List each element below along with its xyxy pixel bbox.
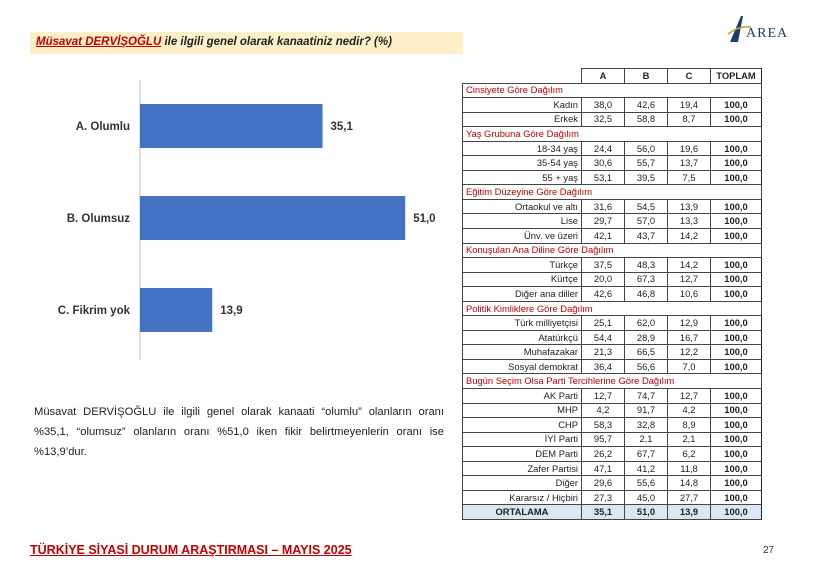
- area-logo: [726, 14, 788, 44]
- cell-b: 58,8: [625, 112, 668, 127]
- cell-c: 6,2: [668, 447, 711, 462]
- cell-a: 25,1: [582, 316, 625, 331]
- cell-b: 28,9: [625, 330, 668, 345]
- data-label: 51,0: [413, 213, 436, 225]
- cell-a: 21,3: [582, 345, 625, 360]
- cell-a: 31,6: [582, 199, 625, 214]
- row-label: Türkçe: [463, 258, 582, 273]
- bar: [140, 104, 323, 148]
- cell-b: 74,7: [625, 389, 668, 404]
- category-label: A. Olumlu: [75, 121, 130, 133]
- table-row: [463, 112, 762, 127]
- bar: [140, 196, 405, 240]
- cell-a: 27,3: [582, 490, 625, 505]
- cell-a: 20,0: [582, 272, 625, 287]
- cell-c: 13,3: [668, 214, 711, 229]
- group-title: Konuşulan Ana Diline Göre Dağılım: [463, 243, 762, 258]
- table-row: [463, 229, 762, 244]
- group-header-row: [463, 301, 762, 316]
- table-row: [463, 447, 762, 462]
- cell-b: 67,3: [625, 272, 668, 287]
- cell-c: 14,8: [668, 476, 711, 491]
- header-a: A: [582, 69, 625, 84]
- average-cell-total: 100,0: [711, 505, 762, 520]
- table-row: [463, 287, 762, 302]
- row-label: 35-54 yaş: [463, 156, 582, 171]
- cell-total: 100,0: [711, 476, 762, 491]
- cell-c: 7,5: [668, 170, 711, 185]
- cell-total: 100,0: [711, 330, 762, 345]
- cell-b: 32,8: [625, 418, 668, 433]
- group-title: Yaş Grubuna Göre Dağılım: [463, 127, 762, 142]
- cell-a: 30,6: [582, 156, 625, 171]
- bar: [140, 288, 212, 332]
- group-header-row: [463, 83, 762, 98]
- cell-b: 39,5: [625, 170, 668, 185]
- cell-a: 12,7: [582, 389, 625, 404]
- table-row: [463, 490, 762, 505]
- group-header-row: [463, 243, 762, 258]
- table-row: [463, 403, 762, 418]
- cell-a: 58,3: [582, 418, 625, 433]
- cell-c: 12,7: [668, 389, 711, 404]
- cell-total: 100,0: [711, 389, 762, 404]
- average-label: ORTALAMA: [463, 505, 582, 520]
- cell-a: 32,5: [582, 112, 625, 127]
- table-row: [463, 316, 762, 331]
- cell-total: 100,0: [711, 461, 762, 476]
- question-banner: [30, 32, 463, 54]
- group-title: Politik Kimliklere Göre Dağılım: [463, 301, 762, 316]
- header-c: C: [668, 69, 711, 84]
- data-label: 13,9: [220, 305, 243, 317]
- row-label: İYİ Parti: [463, 432, 582, 447]
- description-text: Müsavat DERVİŞOĞLU ile ilgili genel olarak kanaati “olumlu” olanların oranı %35,1, “olumsuz” olanların oranı %51,0 iken fikir belirtmeyenlerin oranı ise %13,9’dur.: [34, 406, 444, 458]
- cell-total: 100,0: [711, 490, 762, 505]
- group-title: Bugün Seçim Olsa Parti Tercihlerine Göre Dağılım: [463, 374, 762, 389]
- cell-total: 100,0: [711, 432, 762, 447]
- cell-b: 42,6: [625, 98, 668, 113]
- table-row: [463, 359, 762, 374]
- cell-b: 46,8: [625, 287, 668, 302]
- logo-text: AREA: [746, 26, 789, 41]
- cell-total: 100,0: [711, 287, 762, 302]
- row-label: MHP: [463, 403, 582, 418]
- cell-b: 57,0: [625, 214, 668, 229]
- table-row: [463, 461, 762, 476]
- cell-total: 100,0: [711, 359, 762, 374]
- cell-a: 42,6: [582, 287, 625, 302]
- cell-c: 12,9: [668, 316, 711, 331]
- cell-total: 100,0: [711, 112, 762, 127]
- cell-b: 67,7: [625, 447, 668, 462]
- question-rest: ile ilgili genel olarak kanaatiniz nedir? (%): [161, 36, 392, 48]
- cell-a: 26,2: [582, 447, 625, 462]
- cell-total: 100,0: [711, 345, 762, 360]
- cell-c: 2,1: [668, 432, 711, 447]
- row-label: 18-34 yaş: [463, 141, 582, 156]
- row-label: Erkek: [463, 112, 582, 127]
- cell-a: 38,0: [582, 98, 625, 113]
- cell-a: 53,1: [582, 170, 625, 185]
- row-label: CHP: [463, 418, 582, 433]
- cell-c: 12,7: [668, 272, 711, 287]
- cell-b: 62,0: [625, 316, 668, 331]
- row-label: Kadın: [463, 98, 582, 113]
- cell-total: 100,0: [711, 170, 762, 185]
- row-label: Zafer Partisi: [463, 461, 582, 476]
- cell-b: 45,0: [625, 490, 668, 505]
- cell-b: 55,7: [625, 156, 668, 171]
- table-row: [463, 345, 762, 360]
- cell-a: 95,7: [582, 432, 625, 447]
- table-row: [463, 432, 762, 447]
- group-title: Eğitim Düzeyine Göre Dağılım: [463, 185, 762, 200]
- cell-c: 19,6: [668, 141, 711, 156]
- cell-a: 24,4: [582, 141, 625, 156]
- cell-b: 56,6: [625, 359, 668, 374]
- cell-total: 100,0: [711, 214, 762, 229]
- header-b: B: [625, 69, 668, 84]
- average-row: [463, 505, 762, 520]
- cell-total: 100,0: [711, 229, 762, 244]
- cell-total: 100,0: [711, 418, 762, 433]
- row-label: 55 + yaş: [463, 170, 582, 185]
- cell-b: 91,7: [625, 403, 668, 418]
- table-row: [463, 476, 762, 491]
- row-label: Diğer ana diller: [463, 287, 582, 302]
- cell-total: 100,0: [711, 199, 762, 214]
- table-row: [463, 98, 762, 113]
- cell-a: 37,5: [582, 258, 625, 273]
- table-row: [463, 389, 762, 404]
- row-label: Atatürkçü: [463, 330, 582, 345]
- cell-c: 19,4: [668, 98, 711, 113]
- page-number: 27: [763, 545, 775, 556]
- table-row: [463, 272, 762, 287]
- category-label: C. Fikrim yok: [57, 305, 130, 317]
- average-cell-a: 35,1: [582, 505, 625, 520]
- cell-total: 100,0: [711, 272, 762, 287]
- cell-b: 56,0: [625, 141, 668, 156]
- row-label: Ünv. ve üzeri: [463, 229, 582, 244]
- cell-b: 48,3: [625, 258, 668, 273]
- cell-b: 41,2: [625, 461, 668, 476]
- cell-c: 10,6: [668, 287, 711, 302]
- question-subject: Müsavat DERVİŞOĞLU: [36, 36, 162, 48]
- group-header-row: [463, 185, 762, 200]
- cell-a: 42,1: [582, 229, 625, 244]
- category-label: B. Olumsuz: [66, 213, 130, 225]
- cell-total: 100,0: [711, 156, 762, 171]
- header-total: TOPLAM: [711, 69, 762, 84]
- average-cell-b: 51,0: [625, 505, 668, 520]
- cell-b: 43,7: [625, 229, 668, 244]
- crosstab-corner: [463, 69, 582, 84]
- cell-total: 100,0: [711, 258, 762, 273]
- row-label: Muhafazakar: [463, 345, 582, 360]
- footer-title: TÜRKİYE SİYASİ DURUM ARAŞTIRMASI – MAYIS 2025: [30, 543, 352, 557]
- table-row: [463, 141, 762, 156]
- row-label: Kürtçe: [463, 272, 582, 287]
- opinion-bar-chart: [30, 80, 436, 370]
- row-label: Kararsız / Hiçbiri: [463, 490, 582, 505]
- cell-total: 100,0: [711, 141, 762, 156]
- cell-c: 4,2: [668, 403, 711, 418]
- table-row: [463, 199, 762, 214]
- question-title: [36, 36, 392, 48]
- crosstab-header-row: [463, 69, 762, 84]
- cell-a: 4,2: [582, 403, 625, 418]
- row-label: AK Parti: [463, 389, 582, 404]
- table-row: [463, 214, 762, 229]
- cell-total: 100,0: [711, 316, 762, 331]
- row-label: Diğer: [463, 476, 582, 491]
- cell-c: 13,7: [668, 156, 711, 171]
- cell-c: 8,7: [668, 112, 711, 127]
- group-header-row: [463, 127, 762, 142]
- table-row: [463, 330, 762, 345]
- average-cell-c: 13,9: [668, 505, 711, 520]
- cell-c: 14,2: [668, 258, 711, 273]
- cell-c: 7,0: [668, 359, 711, 374]
- cell-b: 54,5: [625, 199, 668, 214]
- cell-a: 54,4: [582, 330, 625, 345]
- table-row: [463, 418, 762, 433]
- cell-c: 11,8: [668, 461, 711, 476]
- cell-b: 2,1: [625, 432, 668, 447]
- cell-b: 55,6: [625, 476, 668, 491]
- cell-c: 27,7: [668, 490, 711, 505]
- table-row: [463, 170, 762, 185]
- table-row: [463, 156, 762, 171]
- cell-total: 100,0: [711, 98, 762, 113]
- cell-b: 66,5: [625, 345, 668, 360]
- cell-c: 13,9: [668, 199, 711, 214]
- cell-c: 12,2: [668, 345, 711, 360]
- row-label: Sosyal demokrat: [463, 359, 582, 374]
- cell-c: 8,9: [668, 418, 711, 433]
- row-label: Lise: [463, 214, 582, 229]
- row-label: Ortaokul ve altı: [463, 199, 582, 214]
- row-label: Türk milliyetçisi: [463, 316, 582, 331]
- crosstab-table: [462, 68, 762, 520]
- cell-c: 16,7: [668, 330, 711, 345]
- group-title: Cinsiyete Göre Dağılım: [463, 83, 762, 98]
- cell-c: 14,2: [668, 229, 711, 244]
- cell-a: 36,4: [582, 359, 625, 374]
- group-header-row: [463, 374, 762, 389]
- cell-a: 47,1: [582, 461, 625, 476]
- cell-a: 29,7: [582, 214, 625, 229]
- row-label: DEM Parti: [463, 447, 582, 462]
- table-row: [463, 258, 762, 273]
- cell-a: 29,6: [582, 476, 625, 491]
- data-label: 35,1: [330, 121, 353, 133]
- cell-total: 100,0: [711, 447, 762, 462]
- cell-total: 100,0: [711, 403, 762, 418]
